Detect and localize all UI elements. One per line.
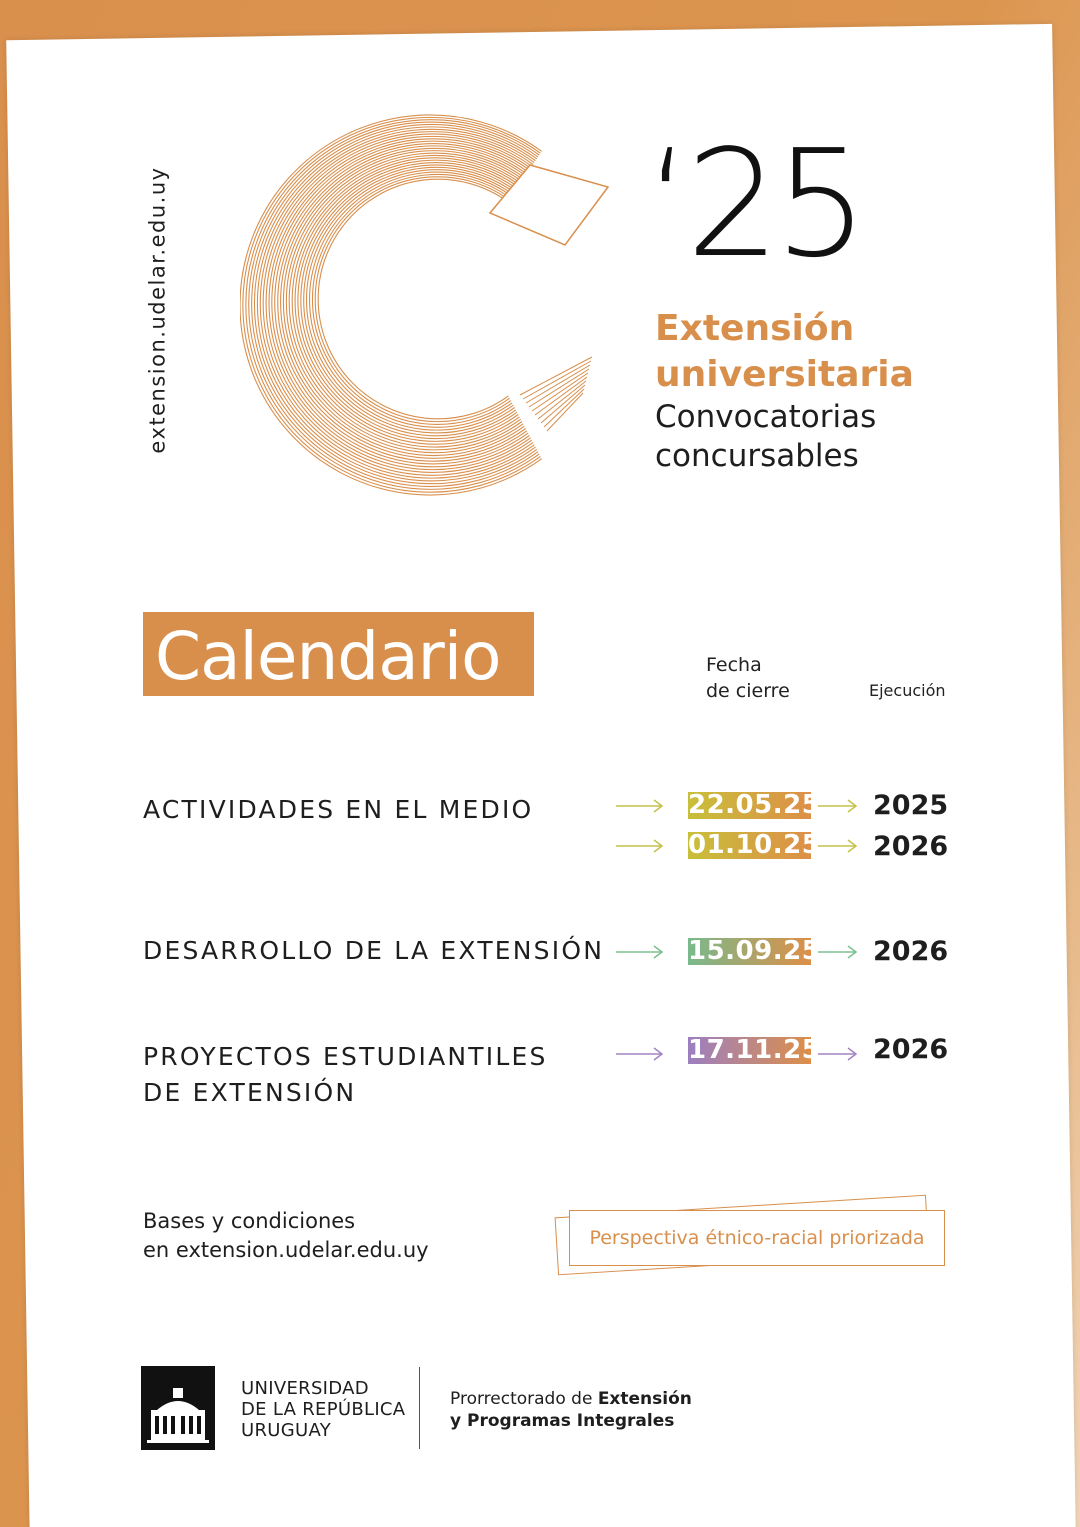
- calendar-heading: [143, 612, 534, 696]
- arrow-right-icon: [818, 839, 858, 853]
- university-name-line2: DE LA REPÚBLICA: [241, 1399, 406, 1420]
- priority-badge: [552, 1192, 948, 1284]
- prorrectorado-name: [450, 1388, 692, 1432]
- prorrectorado-bold2: y Programas Integrales: [450, 1411, 675, 1431]
- closing-date-chip: 17.11.25: [688, 1035, 821, 1065]
- calendar-heading-text: Calendario: [155, 618, 501, 695]
- column-header-closing-line2: de cierre: [706, 680, 790, 702]
- badge-front-frame: [569, 1210, 945, 1266]
- prorrectorado-line1: [450, 1388, 692, 1410]
- program-name-desarrollo: DESARROLLO DE LA EXTENSIÓN: [143, 936, 605, 965]
- university-name-line1: UNIVERSIDAD: [241, 1378, 369, 1399]
- arrow-right-icon: [616, 945, 664, 959]
- bases-line1: Bases y condiciones: [143, 1209, 356, 1233]
- title-secondary: [655, 398, 876, 476]
- arrow-right-icon: [616, 1047, 664, 1061]
- execution-year: 2025: [873, 790, 949, 821]
- closing-date-chip: 15.09.25: [688, 936, 821, 966]
- program-name-line1: PROYECTOS ESTUDIANTILES: [143, 1042, 548, 1071]
- arrow-right-icon: [616, 839, 664, 853]
- prorrectorado-bold1: Extensión: [597, 1389, 692, 1409]
- program-name-actividades: ACTIVIDADES EN EL MEDIO: [143, 795, 534, 824]
- arrow-right-icon: [818, 799, 858, 813]
- column-header-execution: Ejecución: [869, 681, 946, 700]
- university-name: [241, 1378, 405, 1441]
- closing-date-chip: 01.10.25: [688, 830, 821, 860]
- bases-line2: en extension.udelar.edu.uy: [143, 1238, 429, 1262]
- bases-text: [143, 1207, 429, 1265]
- title-line-4: concursables: [655, 438, 859, 474]
- column-header-closing-line1: Fecha: [706, 654, 762, 676]
- column-header-closing: [706, 652, 790, 704]
- university-name-line3: URUGUAY: [241, 1420, 331, 1441]
- c-logo-icon: [240, 95, 620, 515]
- program-name-line2: DE EXTENSIÓN: [143, 1078, 357, 1107]
- title-line-1: Extensión: [655, 308, 855, 349]
- vertical-url: [140, 150, 176, 470]
- arrow-right-icon: [818, 1047, 858, 1061]
- arrow-right-icon: [818, 945, 858, 959]
- closing-date-chip: 22.05.25: [688, 790, 821, 820]
- execution-year: 2026: [873, 936, 949, 967]
- university-seal-icon: [141, 1366, 215, 1450]
- footer-divider: [419, 1367, 420, 1449]
- title-line-2: universitaria: [655, 354, 914, 395]
- execution-year: 2026: [873, 1034, 949, 1065]
- title-primary: [655, 306, 914, 398]
- prorrectorado-prefix: Prorrectorado de: [450, 1389, 598, 1409]
- title-line-3: Convocatorias: [655, 399, 877, 435]
- prorrectorado-line2: [450, 1410, 692, 1432]
- vertical-url-text: extension.udelar.edu.uy: [146, 166, 171, 454]
- program-name-proyectos: [143, 1039, 548, 1111]
- year-mark: ‘25: [645, 118, 863, 290]
- execution-year: 2026: [873, 831, 949, 862]
- arrow-right-icon: [616, 799, 664, 813]
- badge-text: Perspectiva étnico-racial priorizada: [589, 1227, 925, 1249]
